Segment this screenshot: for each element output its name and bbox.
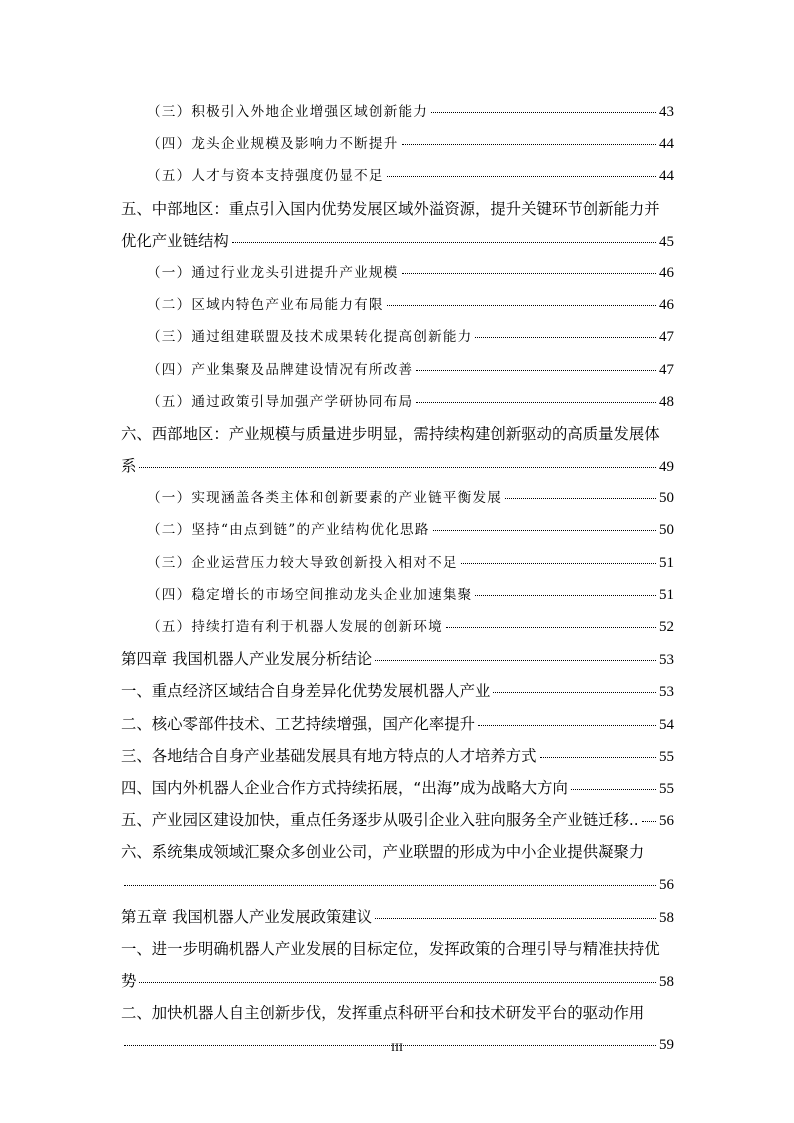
toc-section-entry[interactable] xyxy=(121,675,674,707)
toc-page-number: 46 xyxy=(659,264,674,281)
toc-entry-line xyxy=(121,708,674,740)
toc-section-entry[interactable] xyxy=(121,643,674,675)
toc-entry-line xyxy=(121,514,674,546)
toc-page-number: 50 xyxy=(659,490,674,507)
toc-entry-title: 优化产业链结构 xyxy=(121,231,229,250)
toc-entry-title: （三）企业运营压力较大导致创新投入相对不足 xyxy=(147,554,458,571)
toc-page-number: 53 xyxy=(659,684,674,701)
toc-dot-leader xyxy=(478,724,656,726)
toc-dot-leader xyxy=(642,820,656,822)
toc-dot-leader xyxy=(139,981,656,983)
toc-entry-title: （一）实现涵盖各类主体和创新要素的产业链平衡发展 xyxy=(147,490,503,507)
toc-subsection-entry[interactable] xyxy=(121,128,674,160)
toc-section-entry[interactable] xyxy=(121,901,674,933)
toc-entry-line xyxy=(121,547,674,579)
toc-dot-leader xyxy=(139,466,656,468)
toc-page-number: 59 xyxy=(659,1037,674,1054)
toc-entry-line xyxy=(121,675,674,707)
toc-subsection-entry[interactable] xyxy=(121,354,674,386)
toc-entry-title: 五、中部地区：重点引入国内优势发展区域外溢资源，提升关键环节创新能力并 xyxy=(121,199,660,218)
toc-entry-line xyxy=(121,354,674,386)
toc-subsection-entry[interactable] xyxy=(121,547,674,579)
toc-entry-title: 一、重点经济区域结合自身差异化优势发展机器人产业 xyxy=(121,682,491,701)
toc-dot-leader xyxy=(416,369,656,371)
toc-page-number: 56 xyxy=(659,876,674,893)
toc-page-number: 44 xyxy=(659,136,674,153)
toc-subsection-entry[interactable] xyxy=(121,482,674,514)
toc-entry-line xyxy=(121,386,674,418)
toc-section-entry[interactable] xyxy=(121,418,674,482)
toc-dot-leader xyxy=(387,304,656,306)
toc-page-number: 55 xyxy=(659,780,674,797)
toc-entry-line xyxy=(121,611,674,643)
toc-entry-line xyxy=(121,193,674,225)
toc-page-number: 54 xyxy=(659,716,674,733)
toc-page-number: 51 xyxy=(659,586,674,603)
toc-entry-line xyxy=(121,96,674,128)
table-of-contents xyxy=(121,96,674,1062)
toc-subsection-entry[interactable] xyxy=(121,96,674,128)
toc-dot-leader xyxy=(433,529,656,531)
toc-entry-line xyxy=(121,289,674,321)
toc-page-number: 51 xyxy=(659,554,674,571)
toc-entry-title: （五）持续打造有利于机器人发展的创新环境 xyxy=(147,619,443,635)
toc-page-number: 52 xyxy=(659,619,674,635)
toc-entry-line xyxy=(121,836,674,868)
toc-page-number: 47 xyxy=(659,329,674,346)
toc-entry-title: （四）产业集聚及品牌建设情况有所改善 xyxy=(147,361,414,378)
toc-entry-line xyxy=(121,901,674,933)
toc-entry-title: 二、核心零部件技术、工艺持续增强，国产化率提升 xyxy=(121,714,475,733)
toc-entry-title: 二、加快机器人自主创新步伐，发挥重点科研平台和技术研发平台的驱动作用 xyxy=(121,1004,645,1023)
toc-entry-title: 第五章 我国机器人产业发展政策建议 xyxy=(121,907,373,926)
toc-dot-leader xyxy=(446,626,656,628)
toc-page-number: 50 xyxy=(659,522,674,539)
toc-entry-title: 五、产业园区建设加快，重点任务逐步从吸引企业入驻向服务全产业链迁移.. xyxy=(121,811,639,830)
toc-dot-leader xyxy=(124,884,656,886)
toc-subsection-entry[interactable] xyxy=(121,611,674,643)
toc-section-entry[interactable] xyxy=(121,708,674,740)
toc-page-number: 56 xyxy=(659,813,674,830)
toc-entry-line xyxy=(121,804,674,836)
toc-subsection-entry[interactable] xyxy=(121,257,674,289)
toc-subsection-entry[interactable] xyxy=(121,160,674,192)
toc-entry-line xyxy=(121,869,674,901)
toc-dot-leader xyxy=(461,562,656,564)
toc-subsection-entry[interactable] xyxy=(121,321,674,353)
toc-entry-title: （一）通过行业龙头引进提升产业规模 xyxy=(147,264,399,281)
toc-entry-title: 四、国内外机器人企业合作方式持续拓展，“出海”成为战略大方向 xyxy=(121,778,568,797)
toc-dot-leader xyxy=(571,788,656,790)
toc-entry-title: （五）人才与资本支持强度仍显不足 xyxy=(147,168,384,185)
toc-page-number: 55 xyxy=(659,748,674,765)
toc-page-number: 48 xyxy=(659,393,674,410)
toc-section-entry[interactable] xyxy=(121,740,674,772)
toc-page-number: 44 xyxy=(659,168,674,185)
toc-entry-line xyxy=(121,482,674,514)
toc-entry-line xyxy=(121,579,674,611)
toc-entry-title: 六、系统集成领域汇聚众多创业公司，产业联盟的形成为中小企业提供凝聚力 xyxy=(121,843,645,862)
toc-entry-title: （三）积极引入外地企业增强区域创新能力 xyxy=(147,104,429,120)
toc-section-entry[interactable] xyxy=(121,836,674,900)
toc-subsection-entry[interactable] xyxy=(121,579,674,611)
toc-entry-title: 第四章 我国机器人产业发展分析结论 xyxy=(121,650,373,669)
toc-page-number: 58 xyxy=(659,909,674,926)
toc-dot-leader xyxy=(475,336,656,338)
toc-dot-leader xyxy=(232,241,656,243)
toc-entry-line xyxy=(121,933,674,965)
toc-page-number: 47 xyxy=(659,361,674,378)
toc-dot-leader xyxy=(375,917,656,919)
toc-entry-title: （二）坚持“由点到链”的产业结构优化思路 xyxy=(147,522,430,539)
toc-entry-line xyxy=(121,450,674,482)
toc-entry-line xyxy=(121,965,674,997)
toc-entry-line xyxy=(121,160,674,192)
toc-page-number: 43 xyxy=(659,104,674,120)
toc-subsection-entry[interactable] xyxy=(121,386,674,418)
toc-entry-title: 系 xyxy=(121,457,137,476)
toc-dot-leader xyxy=(540,756,656,758)
toc-entry-title: 三、各地结合自身产业基础发展具有地方特点的人才培养方式 xyxy=(121,746,537,765)
toc-dot-leader xyxy=(431,111,656,113)
toc-dot-leader xyxy=(416,401,656,403)
toc-entry-line xyxy=(121,128,674,160)
toc-dot-leader xyxy=(387,175,656,177)
toc-page-number: 49 xyxy=(659,459,674,476)
toc-entry-title: （五）通过政策引导加强产学研协同布局 xyxy=(147,393,414,410)
toc-page-number: 45 xyxy=(659,233,674,250)
toc-page-number: 58 xyxy=(659,974,674,991)
toc-section-entry[interactable] xyxy=(121,193,674,257)
toc-entry-line xyxy=(121,740,674,772)
toc-entry-title: （二）区域内特色产业布局能力有限 xyxy=(147,297,384,314)
toc-entry-title: 势 xyxy=(121,972,137,991)
toc-entry-line xyxy=(121,257,674,289)
toc-entry-line xyxy=(121,772,674,804)
toc-entry-title: 一、进一步明确机器人产业发展的目标定位，发挥政策的合理引导与精准扶持优 xyxy=(121,939,660,958)
toc-subsection-entry[interactable] xyxy=(121,289,674,321)
toc-entry-title: 六、西部地区：产业规模与质量进步明显，需持续构建创新驱动的高质量发展体 xyxy=(121,424,660,443)
toc-section-entry[interactable] xyxy=(121,772,674,804)
toc-entry-line xyxy=(121,321,674,353)
toc-entry-title: （四）龙头企业规模及影响力不断提升 xyxy=(147,136,399,153)
toc-dot-leader xyxy=(375,659,656,661)
toc-entry-title: （三）通过组建联盟及技术成果转化提高创新能力 xyxy=(147,329,473,346)
toc-page-number: 46 xyxy=(659,297,674,314)
toc-entry-line xyxy=(121,643,674,675)
toc-entry-line xyxy=(121,997,674,1029)
toc-entry-title: （四）稳定增长的市场空间推动龙头企业加速集聚 xyxy=(147,586,473,603)
toc-dot-leader xyxy=(402,272,657,274)
toc-dot-leader xyxy=(402,143,657,145)
toc-dot-leader xyxy=(505,497,656,499)
toc-entry-line xyxy=(121,418,674,450)
toc-section-entry[interactable] xyxy=(121,804,674,836)
toc-entry-line xyxy=(121,225,674,257)
toc-dot-leader xyxy=(493,691,656,693)
toc-subsection-entry[interactable] xyxy=(121,514,674,546)
page-footer-number: III xyxy=(391,1040,403,1054)
toc-section-entry[interactable] xyxy=(121,933,674,997)
toc-page-number: 53 xyxy=(659,652,674,669)
toc-dot-leader xyxy=(475,594,656,596)
